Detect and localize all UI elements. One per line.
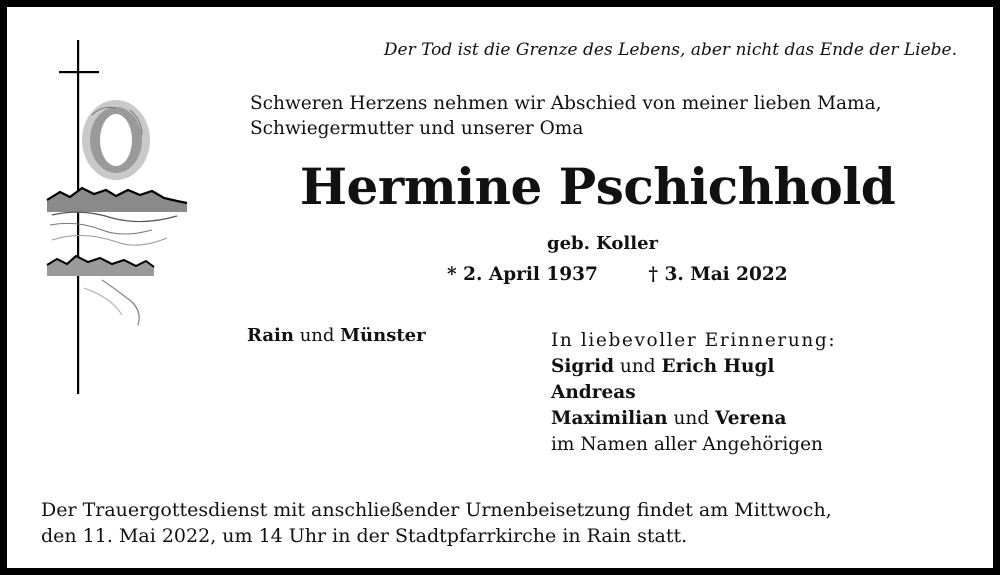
mourners-closing: im Namen aller Angehörigen (551, 434, 823, 455)
birth-date: * 2. April 1937 (447, 264, 598, 285)
mourner-name: Verena (715, 408, 787, 429)
life-dates (447, 264, 788, 285)
deceased-name: Hermine Pschichhold (299, 157, 896, 216)
funeral-service-info (41, 497, 832, 549)
mourners-heading: In liebevoller Erinnerung: (551, 330, 837, 351)
moon-icon (82, 100, 150, 180)
mountains-illustration (47, 188, 187, 325)
mourner-name: Sigrid (551, 356, 615, 377)
location-place: Münster (340, 325, 426, 346)
location-place: Rain (247, 325, 294, 346)
maiden-name: geb. Koller (546, 233, 659, 254)
mourner-line (551, 406, 836, 432)
cross-icon (59, 40, 99, 394)
mourners-block (551, 328, 836, 458)
mourner-conjunction: und (667, 408, 716, 429)
mourner-line (551, 380, 836, 406)
cross-landscape-illustration (42, 40, 192, 400)
service-line: Der Trauergottesdienst mit anschließender Urnenbeisetzung findet am Mittwoch, (41, 499, 832, 521)
location (247, 325, 426, 346)
mourner-name: Erich Hugl (661, 356, 775, 377)
intro-line: Schweren Herzens nehmen wir Abschied von meiner lieben Mama, (250, 93, 882, 114)
intro-line: Schwiegermutter und unserer Oma (250, 118, 584, 139)
location-conjunction: und (293, 325, 341, 346)
memorial-quote: Der Tod ist die Grenze des Lebens, aber nicht das Ende der Liebe. (383, 40, 957, 60)
mourner-conjunction: und (614, 356, 662, 377)
service-line: den 11. Mai 2022, um 14 Uhr in der Stadtpfarrkirche in Rain statt. (41, 525, 688, 547)
mourner-line (551, 354, 836, 380)
death-date: † 3. Mai 2022 (648, 264, 788, 285)
mourner-name: Andreas (551, 382, 636, 403)
intro-text (250, 91, 882, 141)
mourner-name: Maximilian (551, 408, 668, 429)
